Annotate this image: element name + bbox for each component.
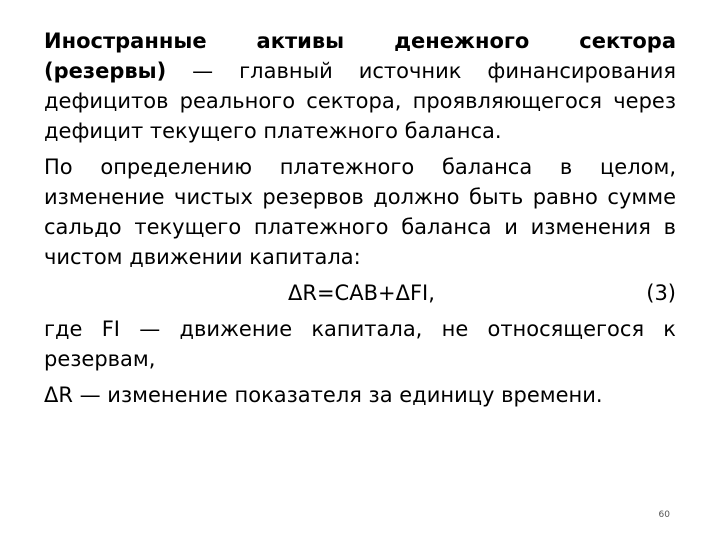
formula: ΔR=CAB+ΔFI, bbox=[288, 281, 435, 305]
paragraph-delta-r-definition: ΔR — изменение показателя за единицу времени. bbox=[44, 383, 603, 407]
paragraph-balance: По определению платежного баланса в целом, изменение чистых резервов должно быть равно сумме сальдо текущего платежного баланса и изменения в чистом движении капитала: bbox=[44, 155, 676, 269]
formula-row bbox=[44, 278, 676, 308]
paragraph-fi-definition: где FI — движение капитала, не относящегося к резервам, bbox=[44, 317, 676, 371]
definition-text: — главный источник финансирования дефицитов реального сектора, проявляющегося через дефицит текущего платежного баланса. bbox=[44, 59, 676, 143]
equation-number: (3) bbox=[646, 281, 676, 305]
page-number: 60 bbox=[658, 510, 670, 520]
slide-content bbox=[44, 26, 676, 416]
paragraph-definition bbox=[44, 26, 676, 146]
term-foreign-assets: Иностранные активы денежного сектора (резервы) bbox=[44, 29, 676, 83]
